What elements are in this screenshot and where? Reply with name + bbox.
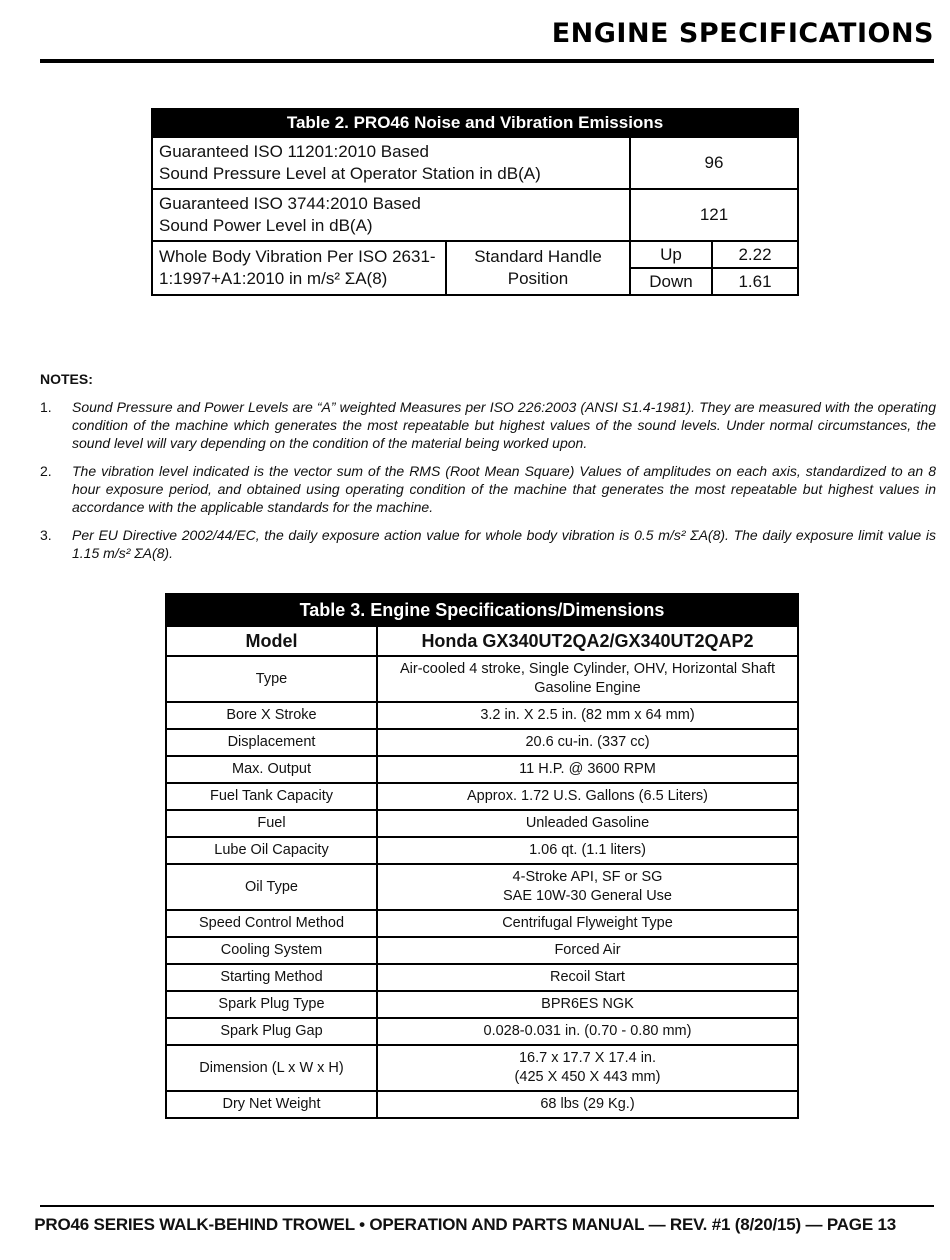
spec-value [377,656,798,702]
engine-specs-rows [166,656,798,1118]
note-item [40,462,936,516]
spec-label: Oil Type [166,864,377,910]
vibration-label: Whole Body Vibration Per ISO 2631-1:1997+A1:2010 in m/s² ΣA(8) [152,241,446,295]
spec-row [166,1018,798,1045]
spec-value-line1: 11 H.P. @ 3600 RPM [519,761,656,777]
sound-pressure-label-line2: Sound Pressure Level at Operator Station in dB(A) [159,164,541,183]
spec-value [377,1045,798,1091]
vibration-up-label: Up [630,241,712,268]
sound-pressure-label [152,137,630,189]
spec-label: Fuel Tank Capacity [166,783,377,810]
spec-row [166,910,798,937]
spec-label: Displacement [166,729,377,756]
spec-value [377,864,798,910]
note-text: Per EU Directive 2002/44/EC, the daily exposure action value for whole body vibration is 0.5 m/s² ΣA(8). The daily exposure limit value is 1.15 m/s² ΣA(8). [72,527,936,561]
engine-specs-table [165,593,799,1119]
spec-value-line1: Forced Air [554,942,621,958]
spec-value-line2: (425 X 450 X 443 mm) [514,1069,661,1085]
spec-label: Fuel [166,810,377,837]
noise-vibration-table [151,108,799,296]
spec-value-line1: 4-Stroke API, SF or SG [512,869,663,885]
spec-value-line2: Gasoline Engine [534,680,641,696]
sound-pressure-value: 96 [630,137,798,189]
spec-value-line1: 68 lbs (29 Kg.) [540,1096,635,1112]
model-column-header: Model [166,626,377,656]
vibration-down-value: 1.61 [712,268,798,295]
spec-value-line1: Recoil Start [550,969,625,985]
spec-value [377,837,798,864]
spec-value-line1: Air-cooled 4 stroke, Single Cylinder, OHV, Horizontal Shaft [399,661,776,677]
spec-row [166,837,798,864]
note-item [40,398,936,452]
spec-value [377,729,798,756]
spec-value [377,910,798,937]
spec-value [377,783,798,810]
spec-label: Speed Control Method [166,910,377,937]
spec-label: Lube Oil Capacity [166,837,377,864]
spec-value [377,756,798,783]
spec-label: Dry Net Weight [166,1091,377,1118]
handle-position-label: Standard Handle Position [446,241,630,295]
spec-value [377,702,798,729]
vibration-down-label: Down [630,268,712,295]
spec-value-line1: BPR6ES NGK [541,996,634,1012]
sound-power-label [152,189,630,241]
footer-divider [40,1205,934,1207]
spec-label: Starting Method [166,964,377,991]
spec-row [166,656,798,702]
note-number: 2. [40,463,52,479]
spec-row [166,702,798,729]
spec-value-line1: 1.06 qt. (1.1 liters) [529,842,646,858]
spec-label: Spark Plug Type [166,991,377,1018]
spec-value-line1: 3.2 in. X 2.5 in. (82 mm x 64 mm) [480,707,695,723]
spec-row [166,991,798,1018]
spec-label: Dimension (L x W x H) [166,1045,377,1091]
spec-label: Max. Output [166,756,377,783]
note-number: 3. [40,527,52,543]
spec-value [377,964,798,991]
sound-power-label-line1: Guaranteed ISO 3744:2010 Based [159,194,421,213]
engine-model-header: Honda GX340UT2QA2/GX340UT2QAP2 [377,626,798,656]
spec-value-line1: Unleaded Gasoline [525,815,650,831]
spec-value-line1: 16.7 x 17.7 X 17.4 in. [518,1050,657,1066]
spec-row [166,864,798,910]
spec-row [166,783,798,810]
spec-value-line1: Approx. 1.72 U.S. Gallons (6.5 Liters) [467,788,708,804]
spec-label: Bore X Stroke [166,702,377,729]
sound-pressure-label-line1: Guaranteed ISO 11201:2010 Based [159,142,429,161]
sound-power-label-line2: Sound Power Level in dB(A) [159,216,373,235]
spec-row [166,1091,798,1118]
vibration-up-value: 2.22 [712,241,798,268]
notes-list [40,398,936,572]
spec-value [377,937,798,964]
table3-caption: Table 3. Engine Specifications/Dimensions [166,594,798,626]
note-item [40,526,936,562]
page-title: ENGINE SPECIFICATIONS [551,18,934,49]
note-number: 1. [40,399,52,415]
spec-label: Cooling System [166,937,377,964]
note-text: Sound Pressure and Power Levels are “A” weighted Measures per ISO 226:2003 (ANSI S1.4-1981). They are measured with the operating condition of the machine which generates the most repeatable but highest values of the sound levels. Under normal circumstances, the sound level will vary depending on the condition of the material being worked upon. [72,399,936,451]
spec-row [166,937,798,964]
spec-value [377,991,798,1018]
spec-value-line1: Centrifugal Flyweight Type [502,915,673,931]
spec-value [377,1018,798,1045]
spec-row [166,964,798,991]
spec-value-line1: 0.028-0.031 in. (0.70 - 0.80 mm) [483,1023,692,1039]
spec-value-line1: 20.6 cu-in. (337 cc) [525,734,650,750]
spec-row [166,810,798,837]
spec-value-line2: SAE 10W-30 General Use [503,888,672,904]
spec-row [166,756,798,783]
spec-value [377,810,798,837]
spec-label: Type [166,656,377,702]
header-divider [40,59,934,63]
table2-caption: Table 2. PRO46 Noise and Vibration Emissions [152,109,798,137]
note-text: The vibration level indicated is the vector sum of the RMS (Root Mean Square) Values of amplitudes on each axis, standardized to an 8 hour exposure period, and obtained using operating condition of the machine that generates the most repeatable but highest values in accordance with the applicable standards for the machine. [72,463,936,515]
page-footer: PRO46 SERIES WALK-BEHIND TROWEL • OPERATION AND PARTS MANUAL — REV. #1 (8/20/15) — PAGE 13 [34,1215,896,1234]
spec-row [166,729,798,756]
spec-value [377,1091,798,1118]
sound-power-value: 121 [630,189,798,241]
spec-row [166,1045,798,1091]
spec-label: Spark Plug Gap [166,1018,377,1045]
notes-heading: NOTES: [40,371,93,387]
